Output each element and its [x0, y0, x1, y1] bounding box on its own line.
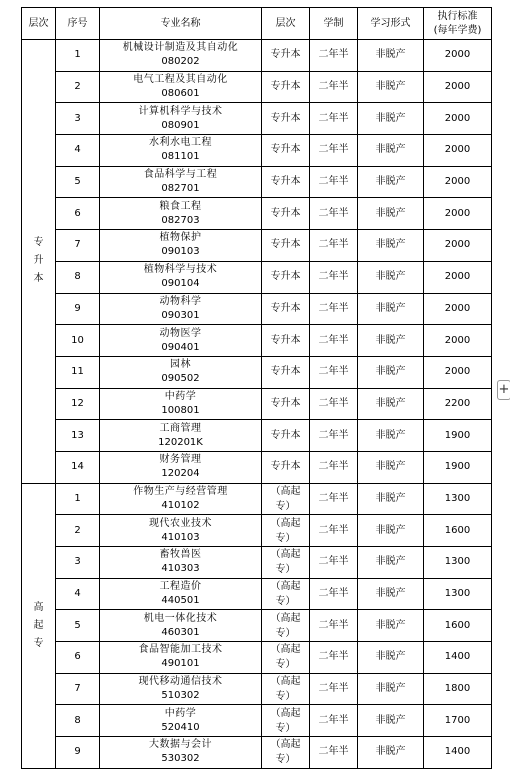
major-name: 电气工程及其自动化	[133, 74, 228, 86]
row-level-part: （高起	[270, 739, 301, 751]
row-duration: 二年半	[310, 737, 358, 769]
major-cell	[100, 198, 262, 230]
table-row	[22, 705, 492, 737]
group-level-char: 起	[33, 619, 44, 631]
row-duration: 二年半	[310, 71, 358, 103]
tuition-table	[21, 7, 492, 769]
row-number: 13	[56, 420, 100, 452]
row-level	[262, 737, 310, 769]
major-code: 090401	[161, 341, 200, 353]
row-duration: 二年半	[310, 230, 358, 262]
row-fee: 1600	[424, 515, 492, 547]
table-row	[22, 325, 492, 357]
row-duration: 二年半	[310, 261, 358, 293]
major-cell	[100, 388, 262, 420]
major-name: 中药学	[164, 707, 197, 719]
row-level: 专升本	[262, 166, 310, 198]
header-study-mode: 学习形式	[358, 8, 424, 40]
header-fee	[424, 8, 492, 40]
row-duration: 二年半	[310, 578, 358, 610]
table-row	[22, 71, 492, 103]
row-level-part: （高起	[270, 644, 301, 656]
header-number: 序号	[56, 8, 100, 40]
row-number: 5	[56, 166, 100, 198]
row-number: 3	[56, 547, 100, 579]
table-row	[22, 483, 492, 515]
row-level-part: （高起	[270, 707, 301, 719]
row-level: 专升本	[262, 356, 310, 388]
major-cell	[100, 547, 262, 579]
major-code: 090104	[161, 278, 200, 290]
row-study-mode: 非脱产	[358, 673, 424, 705]
row-study-mode: 非脱产	[358, 451, 424, 483]
major-name: 水利水电工程	[149, 137, 212, 149]
row-study-mode: 非脱产	[358, 737, 424, 769]
row-level-part: 专）	[275, 659, 296, 671]
row-level: 专升本	[262, 103, 310, 135]
row-level: 专升本	[262, 451, 310, 483]
row-study-mode: 非脱产	[358, 325, 424, 357]
row-duration: 二年半	[310, 293, 358, 325]
major-cell	[100, 737, 262, 769]
table-row	[22, 40, 492, 72]
major-name: 机电一体化技术	[143, 612, 218, 624]
table-row	[22, 642, 492, 674]
major-cell	[100, 451, 262, 483]
row-number: 11	[56, 356, 100, 388]
major-code: 490101	[161, 658, 200, 670]
table-row	[22, 673, 492, 705]
row-duration: 二年半	[310, 451, 358, 483]
row-study-mode: 非脱产	[358, 40, 424, 72]
row-number: 5	[56, 610, 100, 642]
table-row	[22, 230, 492, 262]
table-row	[22, 135, 492, 167]
row-level	[262, 578, 310, 610]
row-study-mode: 非脱产	[358, 198, 424, 230]
table-row	[22, 103, 492, 135]
table-row	[22, 166, 492, 198]
table-row	[22, 737, 492, 769]
row-number: 9	[56, 293, 100, 325]
row-fee: 2000	[424, 261, 492, 293]
group-level-char: 专	[33, 637, 44, 649]
row-fee: 1800	[424, 673, 492, 705]
major-cell	[100, 40, 262, 72]
row-level-part: （高起	[270, 676, 301, 688]
header-level: 层次	[22, 8, 56, 40]
major-name: 动物科学	[159, 295, 202, 307]
row-level	[262, 610, 310, 642]
table-body	[22, 40, 492, 769]
major-name: 计算机科学与技术	[138, 105, 223, 117]
row-duration: 二年半	[310, 547, 358, 579]
row-level-part: 专）	[275, 500, 296, 512]
row-level-part: 专）	[275, 532, 296, 544]
row-level-part: （高起	[270, 549, 301, 561]
major-cell	[100, 135, 262, 167]
major-cell	[100, 71, 262, 103]
row-level: 专升本	[262, 325, 310, 357]
major-name: 现代移动通信技术	[138, 676, 223, 688]
row-level	[262, 547, 310, 579]
row-study-mode: 非脱产	[358, 166, 424, 198]
row-level-part: （高起	[270, 517, 301, 529]
group-level-char: 高	[33, 601, 44, 613]
major-cell	[100, 420, 262, 452]
major-name: 畜牧兽医	[159, 549, 202, 561]
major-cell	[100, 483, 262, 515]
row-fee: 1300	[424, 578, 492, 610]
row-level-part: 专）	[275, 596, 296, 608]
header-fee-line1: 执行标准	[437, 10, 478, 22]
group-level-char: 升	[33, 255, 44, 267]
row-level-part: 专）	[275, 722, 296, 734]
table-row	[22, 261, 492, 293]
row-level-part: （高起	[270, 581, 301, 593]
major-cell	[100, 103, 262, 135]
row-duration: 二年半	[310, 388, 358, 420]
major-code: 530302	[161, 753, 200, 765]
major-name: 大数据与会计	[149, 739, 212, 751]
row-duration: 二年半	[310, 420, 358, 452]
row-number: 6	[56, 642, 100, 674]
major-cell	[100, 642, 262, 674]
major-name: 中药学	[164, 390, 197, 402]
row-fee: 2000	[424, 198, 492, 230]
row-level	[262, 705, 310, 737]
row-level-part: 专）	[275, 564, 296, 576]
major-code: 090502	[161, 373, 200, 385]
row-number: 7	[56, 230, 100, 262]
row-fee: 1600	[424, 610, 492, 642]
row-level: 专升本	[262, 230, 310, 262]
row-study-mode: 非脱产	[358, 261, 424, 293]
header-fee-line2: (每年学费)	[433, 24, 482, 36]
row-fee: 2000	[424, 325, 492, 357]
header-duration: 学制	[310, 8, 358, 40]
row-duration: 二年半	[310, 166, 358, 198]
major-code: 410103	[161, 531, 200, 543]
major-cell	[100, 230, 262, 262]
row-number: 3	[56, 103, 100, 135]
row-level-part: 专）	[275, 754, 296, 766]
major-code: 090103	[161, 246, 200, 258]
row-level: 专升本	[262, 293, 310, 325]
row-level: 专升本	[262, 135, 310, 167]
major-name: 植物科学与技术	[143, 264, 218, 276]
major-name: 动物医学	[159, 327, 202, 339]
row-number: 2	[56, 515, 100, 547]
row-fee: 2000	[424, 230, 492, 262]
table-row	[22, 515, 492, 547]
major-code: 520410	[161, 721, 200, 733]
row-number: 4	[56, 578, 100, 610]
major-cell	[100, 325, 262, 357]
row-level: 专升本	[262, 420, 310, 452]
row-study-mode: 非脱产	[358, 420, 424, 452]
major-code: 090301	[161, 309, 200, 321]
row-study-mode: 非脱产	[358, 135, 424, 167]
row-number: 9	[56, 737, 100, 769]
row-level-part: （高起	[270, 612, 301, 624]
row-fee: 2000	[424, 71, 492, 103]
group-level-char: 专	[33, 237, 44, 249]
row-study-mode: 非脱产	[358, 642, 424, 674]
major-name: 植物保护	[159, 232, 202, 244]
major-code: 080202	[161, 56, 200, 68]
row-duration: 二年半	[310, 103, 358, 135]
major-name: 食品智能加工技术	[138, 644, 223, 656]
row-study-mode: 非脱产	[358, 230, 424, 262]
major-cell	[100, 515, 262, 547]
row-fee: 1400	[424, 642, 492, 674]
row-fee: 1900	[424, 420, 492, 452]
row-level: 专升本	[262, 71, 310, 103]
row-study-mode: 非脱产	[358, 515, 424, 547]
row-fee: 1400	[424, 737, 492, 769]
major-cell	[100, 673, 262, 705]
row-level	[262, 673, 310, 705]
table-row	[22, 198, 492, 230]
major-cell	[100, 261, 262, 293]
major-code: 440501	[161, 595, 200, 607]
table-row	[22, 293, 492, 325]
row-duration: 二年半	[310, 40, 358, 72]
row-number: 8	[56, 261, 100, 293]
row-fee: 1300	[424, 483, 492, 515]
row-duration: 二年半	[310, 673, 358, 705]
group-level-cell	[22, 40, 56, 484]
major-cell	[100, 293, 262, 325]
row-duration: 二年半	[310, 356, 358, 388]
major-code: 080601	[161, 88, 200, 100]
row-study-mode: 非脱产	[358, 103, 424, 135]
table-row	[22, 420, 492, 452]
row-study-mode: 非脱产	[358, 547, 424, 579]
table-row	[22, 451, 492, 483]
row-duration: 二年半	[310, 515, 358, 547]
header-row	[22, 8, 492, 40]
row-level	[262, 642, 310, 674]
major-code: 510302	[161, 690, 200, 702]
row-study-mode: 非脱产	[358, 388, 424, 420]
major-name: 现代农业技术	[149, 517, 212, 529]
major-name: 作物生产与经营管理	[133, 485, 228, 497]
row-number: 7	[56, 673, 100, 705]
row-number: 6	[56, 198, 100, 230]
row-number: 12	[56, 388, 100, 420]
row-study-mode: 非脱产	[358, 610, 424, 642]
row-study-mode: 非脱产	[358, 293, 424, 325]
table-row	[22, 610, 492, 642]
row-duration: 二年半	[310, 325, 358, 357]
row-number: 10	[56, 325, 100, 357]
table-row	[22, 356, 492, 388]
row-duration: 二年半	[310, 642, 358, 674]
major-cell	[100, 166, 262, 198]
row-fee: 1300	[424, 547, 492, 579]
row-level: 专升本	[262, 261, 310, 293]
major-code: 082701	[161, 183, 200, 195]
major-cell	[100, 705, 262, 737]
major-cell	[100, 578, 262, 610]
row-level: 专升本	[262, 198, 310, 230]
row-number: 1	[56, 40, 100, 72]
major-name: 园林	[170, 359, 191, 371]
table-row	[22, 578, 492, 610]
row-level-part: （高起	[270, 485, 301, 497]
row-level: 专升本	[262, 388, 310, 420]
major-code: 410303	[161, 563, 200, 575]
row-duration: 二年半	[310, 135, 358, 167]
major-code: 410102	[161, 499, 200, 511]
row-study-mode: 非脱产	[358, 356, 424, 388]
row-duration: 二年半	[310, 198, 358, 230]
row-number: 14	[56, 451, 100, 483]
row-fee: 2000	[424, 103, 492, 135]
major-code: 080901	[161, 119, 200, 131]
row-study-mode: 非脱产	[358, 71, 424, 103]
row-duration: 二年半	[310, 483, 358, 515]
table-row	[22, 547, 492, 579]
row-fee: 2000	[424, 135, 492, 167]
row-study-mode: 非脱产	[358, 705, 424, 737]
row-duration: 二年半	[310, 705, 358, 737]
major-name: 食品科学与工程	[143, 169, 218, 181]
row-level	[262, 483, 310, 515]
major-code: 081101	[161, 151, 200, 163]
major-code: 460301	[161, 626, 200, 638]
row-fee: 2000	[424, 293, 492, 325]
row-number: 1	[56, 483, 100, 515]
row-level	[262, 515, 310, 547]
group-level-char: 本	[33, 273, 44, 285]
major-name: 机械设计制造及其自动化	[122, 42, 239, 54]
row-number: 8	[56, 705, 100, 737]
major-code: 082703	[161, 214, 200, 226]
major-name: 粮食工程	[159, 200, 202, 212]
major-code: 100801	[161, 404, 200, 416]
major-name: 工程造价	[159, 581, 202, 593]
row-fee: 2000	[424, 40, 492, 72]
row-study-mode: 非脱产	[358, 483, 424, 515]
row-level-part: 专）	[275, 691, 296, 703]
row-fee: 1900	[424, 451, 492, 483]
header-major-name: 专业名称	[100, 8, 262, 40]
row-fee: 1700	[424, 705, 492, 737]
row-level: 专升本	[262, 40, 310, 72]
major-cell	[100, 356, 262, 388]
table-row	[22, 388, 492, 420]
row-number: 2	[56, 71, 100, 103]
row-fee: 2000	[424, 166, 492, 198]
row-study-mode: 非脱产	[358, 578, 424, 610]
row-duration: 二年半	[310, 610, 358, 642]
row-number: 4	[56, 135, 100, 167]
major-name: 工商管理	[159, 422, 202, 434]
group-level-cell	[22, 483, 56, 768]
header-level-2: 层次	[262, 8, 310, 40]
major-code: 120204	[161, 468, 200, 480]
major-code: 120201K	[158, 436, 203, 448]
major-name: 财务管理	[159, 454, 202, 466]
row-fee: 2200	[424, 388, 492, 420]
major-cell	[100, 610, 262, 642]
expand-button[interactable]: +	[497, 380, 510, 400]
row-level-part: 专）	[275, 627, 296, 639]
row-fee: 2000	[424, 356, 492, 388]
